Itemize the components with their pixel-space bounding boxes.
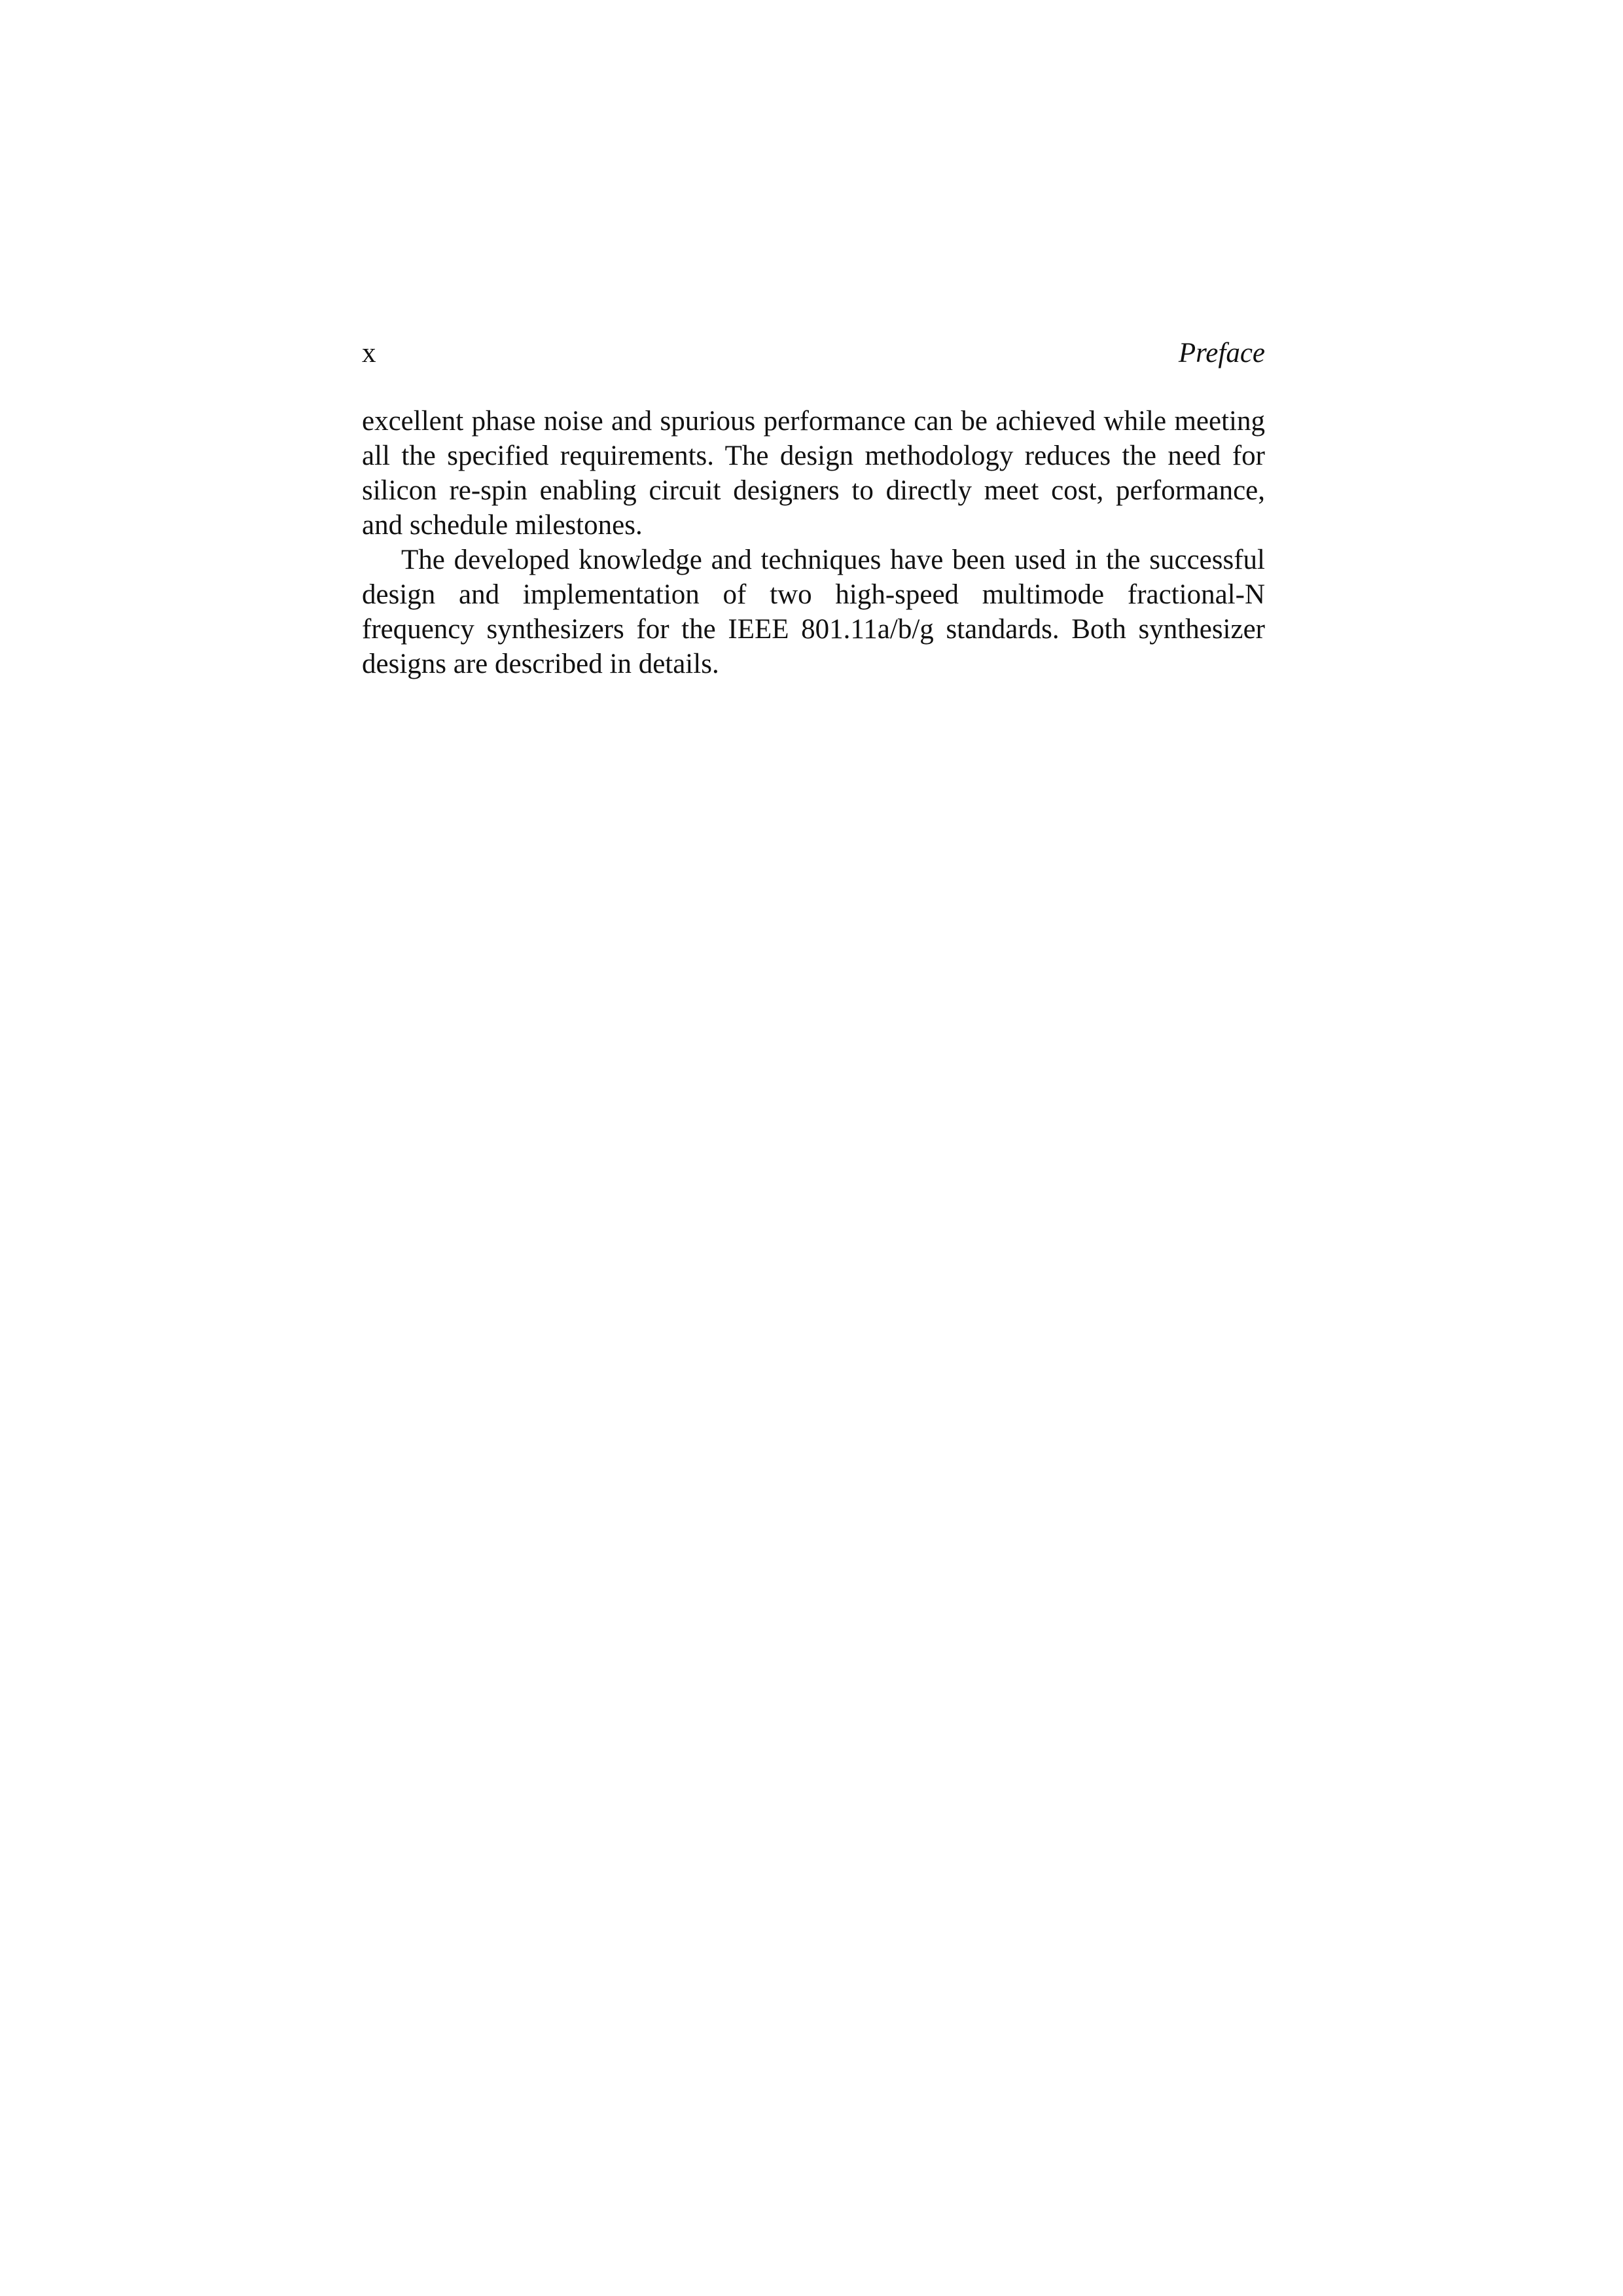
running-head: Preface [1178,338,1265,368]
paragraph-synthesizer-designs: The developed knowledge and techniques have been used in the successful design and implementation of two high-speed multimode fractional-N frequency synthesizers for the IEEE 801.11a/b/g standards. Both synthesizer designs are described in details. [362,545,1265,679]
page-number: x [362,338,376,368]
paragraph-continuation: excellent phase noise and spurious performance can be achieved while meeting all the specified requirements. The design methodology reduces the need for silicon re-spin enabling circuit designers to directly meet cost, performance, and schedule milestones. [362,406,1265,541]
body-text [362,404,1265,681]
page-header [362,335,1265,372]
